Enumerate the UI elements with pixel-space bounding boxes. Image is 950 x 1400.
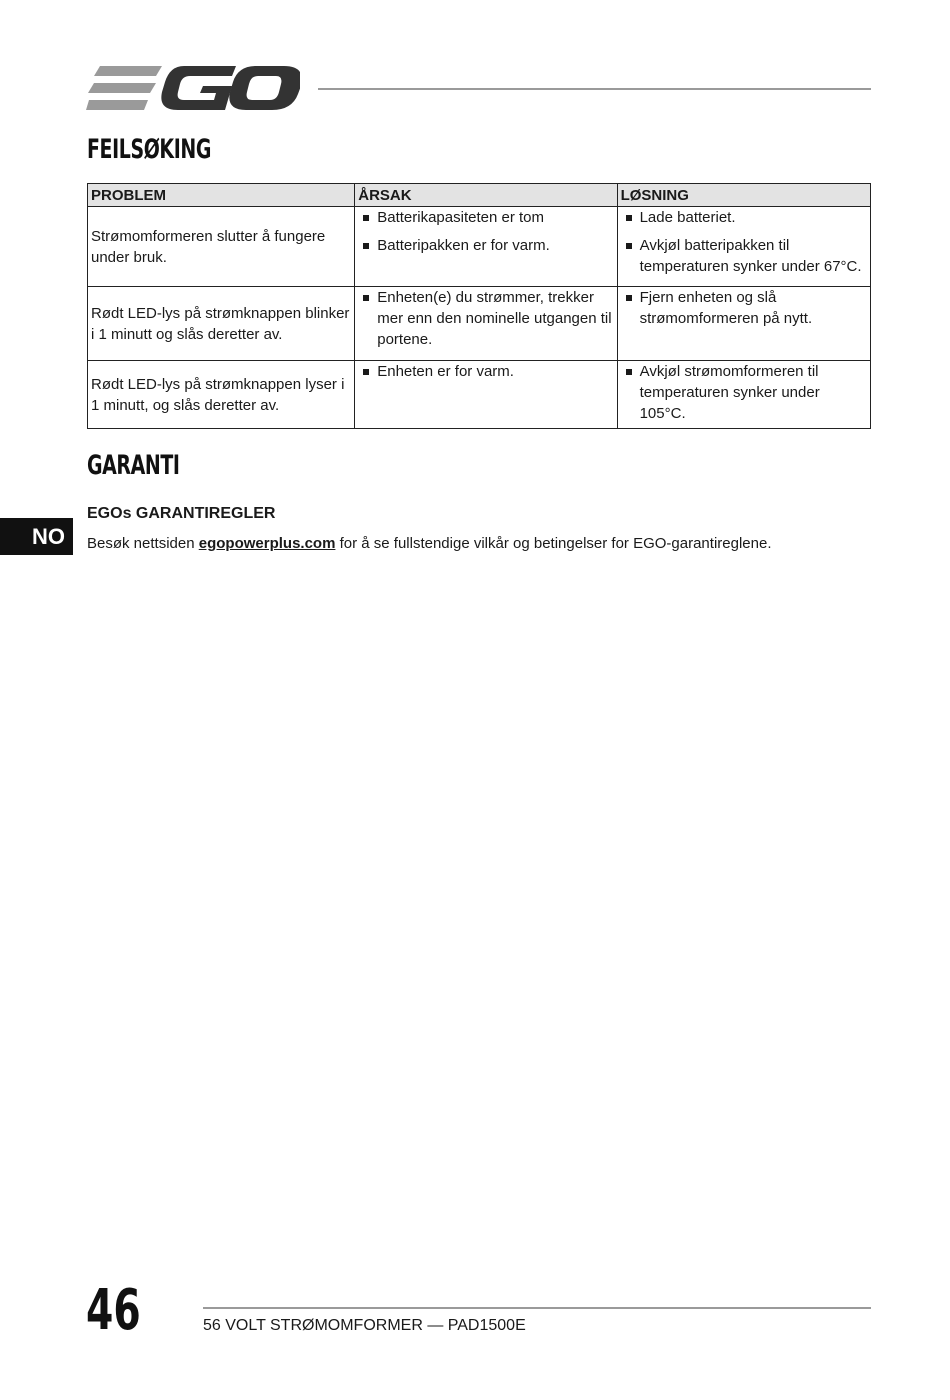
warranty-text-after: for å se fullstendige vilkår og betingelser for EGO-garantireglene. <box>335 535 772 552</box>
cause-cell <box>355 361 617 429</box>
solution-item: Fjern enheten og slå strømomformeren på nytt. <box>621 287 867 329</box>
logo-bars <box>86 66 162 110</box>
table-row <box>88 207 871 287</box>
solution-cell <box>617 361 870 429</box>
solution-item: Avkjøl batteripakken til temperaturen synker under 67°C. <box>621 235 867 277</box>
table-row <box>88 361 871 429</box>
table-row <box>88 287 871 361</box>
cause-cell <box>355 207 617 287</box>
page-number: 46 <box>86 1278 141 1343</box>
column-header-problem: PROBLEM <box>88 184 355 207</box>
logo-letters-go <box>161 66 300 110</box>
warranty-title: GARANTI <box>87 450 180 481</box>
header-rule <box>318 88 871 90</box>
warranty-link[interactable]: egopowerplus.com <box>198 535 336 552</box>
solution-cell <box>617 207 870 287</box>
troubleshooting-title: FEILSØKING <box>87 134 211 165</box>
solution-cell <box>617 287 870 361</box>
ego-logo <box>86 62 300 114</box>
cause-item: Batterikapasiteten er tom <box>358 207 613 228</box>
footer-product-title: 56 VOLT STRØMOMFORMER — PAD1500E <box>203 1317 526 1334</box>
solution-item: Lade batteriet. <box>621 207 867 228</box>
footer-rule <box>203 1307 871 1309</box>
problem-cell: Strømomformeren slutter å fungere under bruk. <box>88 207 355 287</box>
solution-item: Avkjøl strømomformeren til temperaturen synker under 105°C. <box>621 361 867 424</box>
column-header-solution: LØSNING <box>617 184 870 207</box>
cause-item: Enheten er for varm. <box>358 361 613 382</box>
column-header-cause: ÅRSAK <box>355 184 617 207</box>
cause-item: Enheten(e) du strømmer, trekker mer enn den nominelle utgangen til portene. <box>358 287 613 350</box>
problem-cell: Rødt LED-lys på strømknappen lyser i 1 minutt, og slås deretter av. <box>88 361 355 429</box>
warranty-text-before: Besøk nettsiden <box>87 535 199 552</box>
language-tab: NO <box>0 518 73 555</box>
warranty-paragraph <box>87 535 771 552</box>
problem-cell: Rødt LED-lys på strømknappen blinker i 1 minutt og slås deretter av. <box>88 287 355 361</box>
cause-cell <box>355 287 617 361</box>
cause-item: Batteripakken er for varm. <box>358 235 613 256</box>
troubleshooting-table <box>87 183 871 429</box>
warranty-subtitle: EGOs GARANTIREGLER <box>87 505 276 522</box>
